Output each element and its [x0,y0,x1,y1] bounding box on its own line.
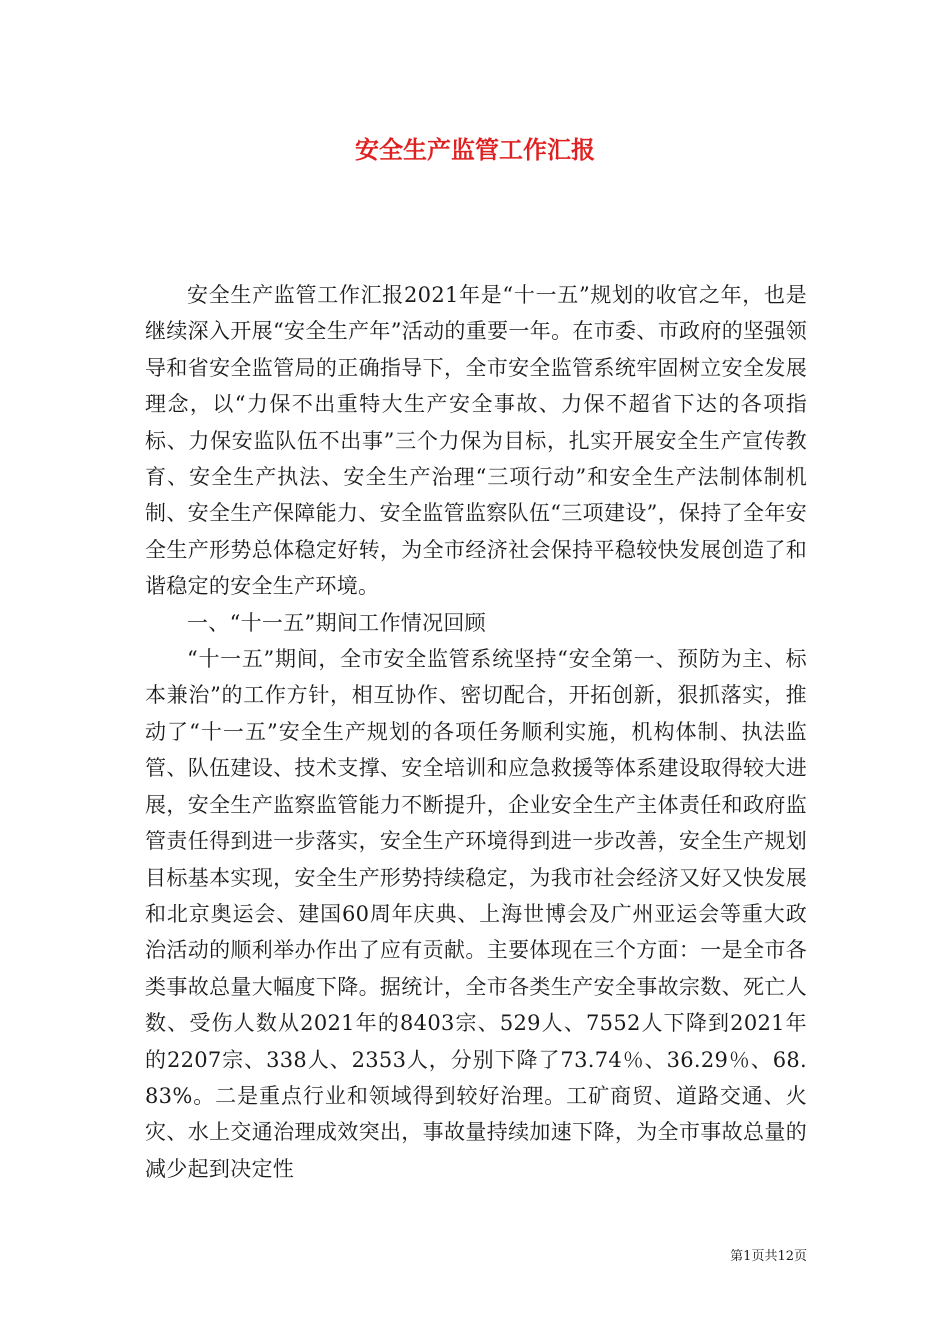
document-title: 安全生产监管工作汇报 [355,135,595,164]
section-heading: 一、“十一五”期间工作情况回顾 [187,610,486,635]
page-number: 第1页共12页 [730,1249,807,1264]
paragraph-intro: 安全生产监管工作汇报2021年是“十一五”规划的收官之年，也是继续深入开展“安全生产年”活动的重要一年。在市委、市政府的坚强领导和省安全监管局的正确指导下，全市安全监管系统牢固树立安全发展理念，以“力保不出重特大生产安全事故、力保不超省下达的各项指标、力保安监队伍不出事”三个力保为目标，扎实开展安全生产宣传教育、安全生产执法、安全生产治理“三项行动”和安全生产法制体制机制、安全生产保障能力、安全监管监察队伍“三项建设”，保持了全年安全生产形势总体稳定好转，为全市经济社会保持平稳较快发展创造了和谐稳定的安全生产环境。 [145,283,807,599]
paragraph-review: “十一五”期间，全市安全监管系统坚持“安全第一、预防为主、标本兼治”的工作方针，相互协作、密切配合，开拓创新，狠抓落实，推动了“十一五”安全生产规划的各项任务顺利实施，机构体制、执法监管、队伍建设、技术支撑、安全培训和应急救援等体系建设取得较大进展，安全生产监察监管能力不断提升，企业安全生产主体责任和政府监管责任得到进一步落实，安全生产环境得到进一步改善，安全生产规划目标基本实现，安全生产形势持续稳定，为我市社会经济又好又快发展和北京奥运会、建国60周年庆典、上海世博会及广州亚运会等重大政治活动的顺利举办作出了应有贡献。主要体现在三个方面：一是全市各类事故总量大幅度下降。据统计，全市各类生产安全事故宗数、死亡人数、受伤人数从2021年的8403宗、529人、7552人下降到2021年的2207宗、338人、2353人，分别下降了73.74％、36.29％、68.83%。二是重点行业和领域得到较好治理。工矿商贸、道路交通、火灾、水上交通治理成效突出，事故量持续加速下降，为全市事故总量的减少起到决定性 [145,647,807,1181]
document-body [145,277,807,1187]
